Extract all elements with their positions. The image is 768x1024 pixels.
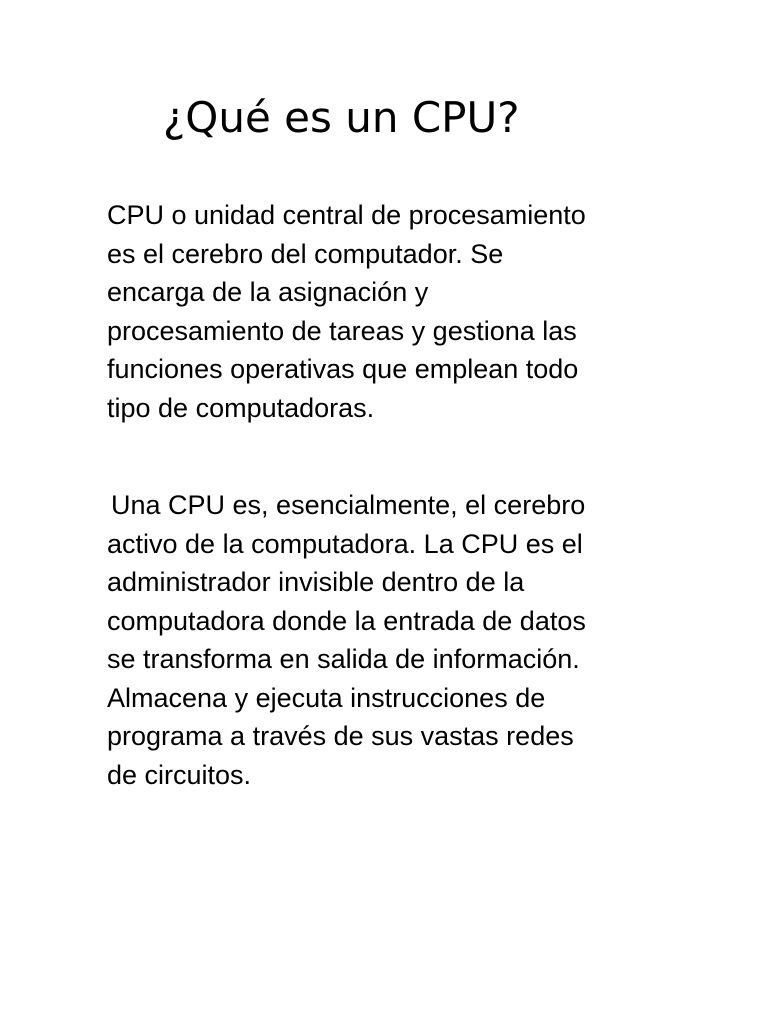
paragraph-line: activo de la computadora. La CPU es el xyxy=(107,528,583,559)
paragraph-line: es el cerebro del computador. Se xyxy=(107,238,504,269)
paragraph-line: programa a través de sus vastas redes xyxy=(107,721,574,751)
paragraph-explanation xyxy=(107,486,667,794)
paragraph-line: tipo de computadoras. xyxy=(107,392,375,423)
paragraph-line: procesamiento de tareas y gestiona las xyxy=(107,315,577,346)
paragraph-line: Almacena y ejecuta instrucciones de xyxy=(107,682,546,713)
page-title: ¿Qué es un CPU? xyxy=(163,93,520,142)
paragraph-line: computadora donde la entrada de datos xyxy=(107,605,586,636)
paragraph-definition xyxy=(107,196,667,427)
paragraph-line: administrador invisible dentro de la xyxy=(107,567,525,597)
paragraph-line: funciones operativas que emplean todo xyxy=(107,354,579,384)
paragraph-line: se transforma en salida de información. xyxy=(107,644,580,674)
paragraph-line: encarga de la asignación y xyxy=(107,277,429,307)
paragraph-line: de circuitos. xyxy=(107,759,252,790)
paragraph-line: Una CPU es, esencialmente, el cerebro xyxy=(111,490,586,520)
paragraph-line: CPU o unidad central de procesamiento xyxy=(107,200,586,230)
